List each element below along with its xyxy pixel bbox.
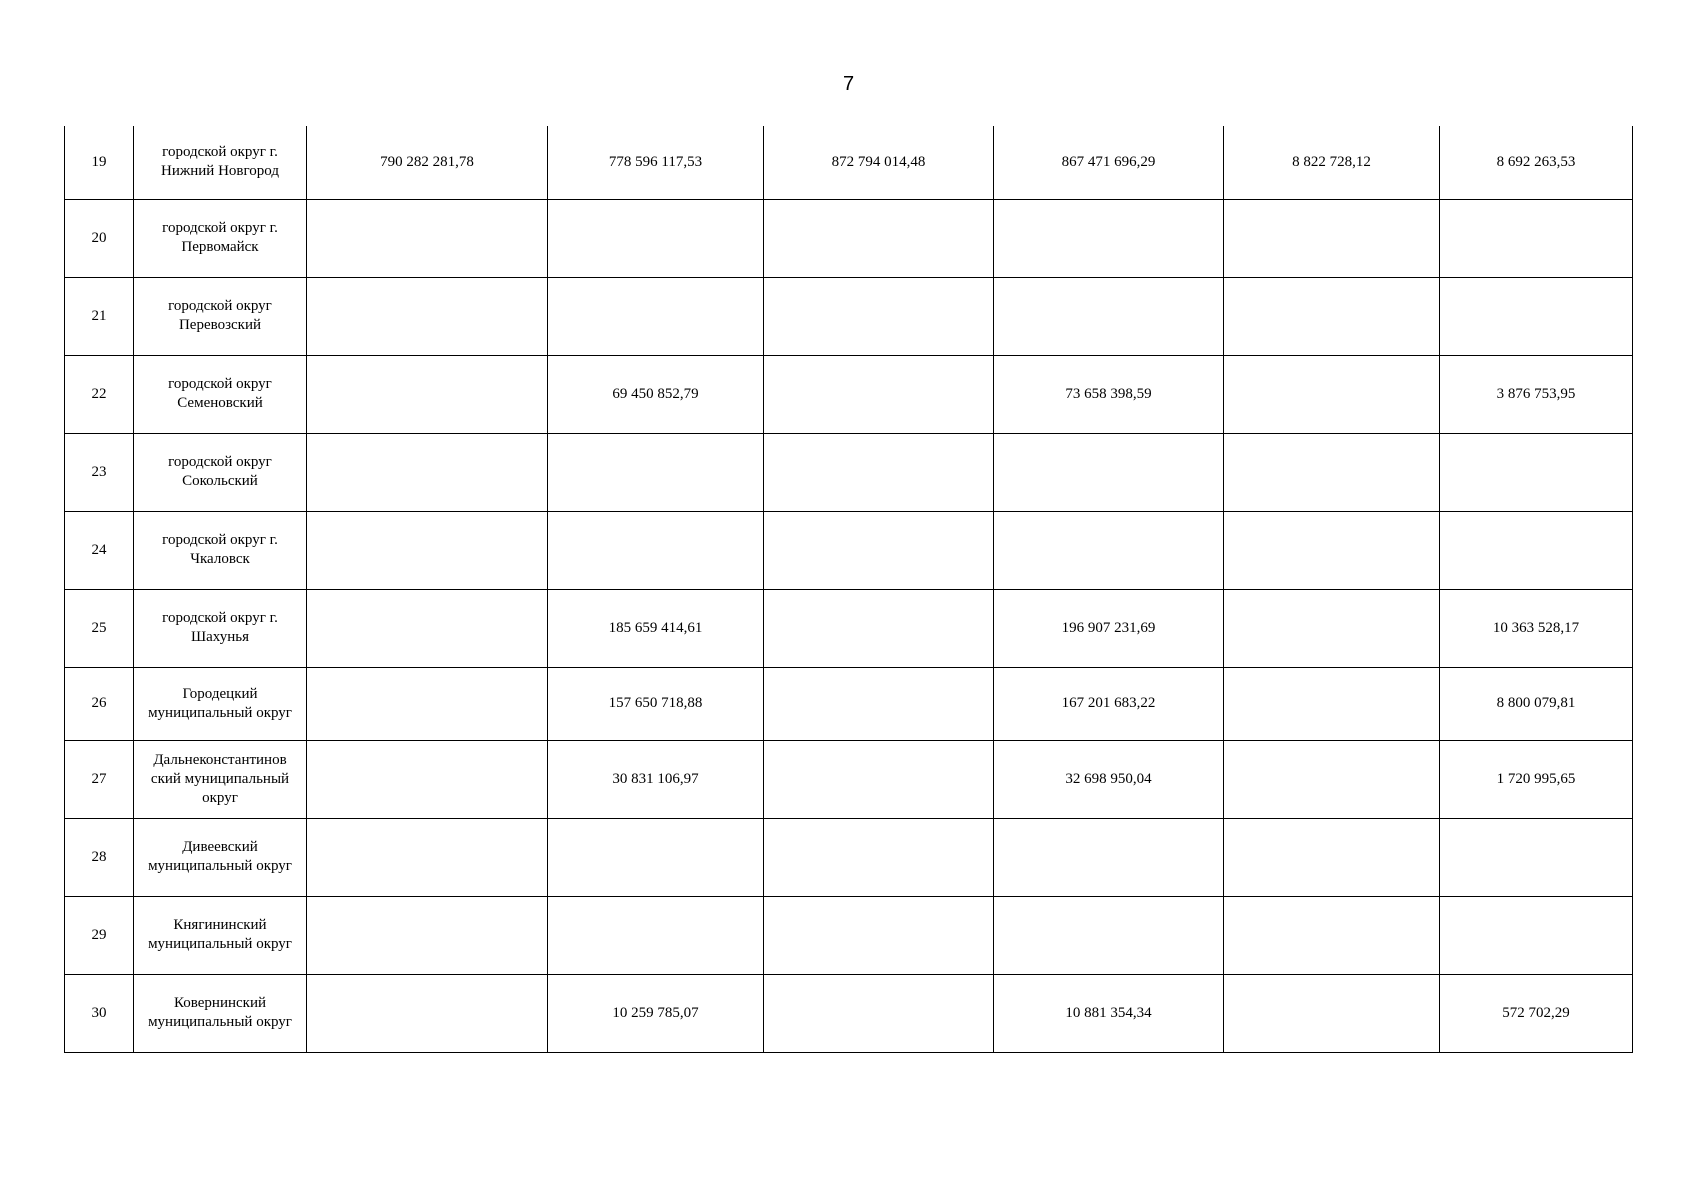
value-cell (764, 199, 994, 277)
value-cell (1440, 896, 1633, 974)
value-cell (1224, 974, 1440, 1052)
row-number: 25 (65, 589, 134, 667)
municipality-name: городской округ г. Чкаловск (134, 511, 307, 589)
row-number: 22 (65, 355, 134, 433)
value-cell (1224, 818, 1440, 896)
value-cell (548, 511, 764, 589)
municipality-name: городской округ Перевозский (134, 277, 307, 355)
row-number: 30 (65, 974, 134, 1052)
value-cell: 196 907 231,69 (994, 589, 1224, 667)
value-cell (1440, 818, 1633, 896)
value-cell: 572 702,29 (1440, 974, 1633, 1052)
value-cell (307, 589, 548, 667)
value-cell (307, 740, 548, 818)
municipality-name: Ковернинский муниципальный округ (134, 974, 307, 1052)
municipality-name: Городецкий муниципальный округ (134, 667, 307, 740)
value-cell: 8 692 263,53 (1440, 126, 1633, 199)
value-cell: 10 259 785,07 (548, 974, 764, 1052)
table-row (65, 126, 1633, 199)
page-number: 7 (842, 73, 855, 95)
table-row (65, 740, 1633, 818)
value-cell (994, 818, 1224, 896)
table-row (65, 818, 1633, 896)
value-cell: 8 800 079,81 (1440, 667, 1633, 740)
value-cell: 30 831 106,97 (548, 740, 764, 818)
municipality-name: Дальнеконстантинов ский муниципальный округ (134, 740, 307, 818)
value-cell (764, 896, 994, 974)
value-cell (1224, 589, 1440, 667)
value-cell (307, 511, 548, 589)
value-cell: 3 876 753,95 (1440, 355, 1633, 433)
value-cell: 185 659 414,61 (548, 589, 764, 667)
value-cell: 10 881 354,34 (994, 974, 1224, 1052)
value-cell (1440, 433, 1633, 511)
value-cell (764, 818, 994, 896)
row-number: 28 (65, 818, 134, 896)
value-cell (548, 199, 764, 277)
value-cell (548, 896, 764, 974)
table-row (65, 277, 1633, 355)
value-cell (307, 355, 548, 433)
table-row (65, 355, 1633, 433)
value-cell (307, 667, 548, 740)
value-cell (994, 896, 1224, 974)
value-cell (764, 740, 994, 818)
value-cell (764, 974, 994, 1052)
municipality-name: городской округ г. Шахунья (134, 589, 307, 667)
value-cell (548, 818, 764, 896)
municipality-name: городской округ Семеновский (134, 355, 307, 433)
value-cell (307, 818, 548, 896)
data-table (64, 126, 1633, 1053)
municipality-name: городской округ г. Первомайск (134, 199, 307, 277)
row-number: 27 (65, 740, 134, 818)
value-cell (307, 896, 548, 974)
value-cell (1440, 277, 1633, 355)
value-cell (764, 589, 994, 667)
row-number: 26 (65, 667, 134, 740)
value-cell (548, 277, 764, 355)
value-cell (994, 511, 1224, 589)
value-cell (1224, 355, 1440, 433)
row-number: 21 (65, 277, 134, 355)
row-number: 20 (65, 199, 134, 277)
table-row (65, 199, 1633, 277)
value-cell (307, 974, 548, 1052)
value-cell (764, 667, 994, 740)
value-cell (994, 199, 1224, 277)
value-cell (764, 355, 994, 433)
value-cell: 790 282 281,78 (307, 126, 548, 199)
row-number: 24 (65, 511, 134, 589)
value-cell: 10 363 528,17 (1440, 589, 1633, 667)
value-cell: 167 201 683,22 (994, 667, 1224, 740)
table-row (65, 667, 1633, 740)
table-row (65, 896, 1633, 974)
value-cell: 157 650 718,88 (548, 667, 764, 740)
value-cell (307, 199, 548, 277)
value-cell (307, 433, 548, 511)
value-cell (1224, 667, 1440, 740)
value-cell: 778 596 117,53 (548, 126, 764, 199)
table-row (65, 511, 1633, 589)
value-cell (1224, 199, 1440, 277)
value-cell: 73 658 398,59 (994, 355, 1224, 433)
value-cell (1224, 511, 1440, 589)
value-cell: 32 698 950,04 (994, 740, 1224, 818)
value-cell (1224, 896, 1440, 974)
row-number: 19 (65, 126, 134, 199)
municipality-name: городской округ г. Нижний Новгород (134, 126, 307, 199)
value-cell (1440, 199, 1633, 277)
value-cell (764, 277, 994, 355)
municipality-name: Княгининский муниципальный округ (134, 896, 307, 974)
value-cell (764, 511, 994, 589)
value-cell: 867 471 696,29 (994, 126, 1224, 199)
value-cell (1440, 511, 1633, 589)
value-cell: 69 450 852,79 (548, 355, 764, 433)
value-cell: 8 822 728,12 (1224, 126, 1440, 199)
municipality-name: Дивеевский муниципальный округ (134, 818, 307, 896)
value-cell (994, 433, 1224, 511)
row-number: 29 (65, 896, 134, 974)
value-cell (1224, 277, 1440, 355)
value-cell (1224, 433, 1440, 511)
value-cell (1224, 740, 1440, 818)
table-row (65, 974, 1633, 1052)
value-cell: 1 720 995,65 (1440, 740, 1633, 818)
table-row (65, 589, 1633, 667)
value-cell (764, 433, 994, 511)
value-cell (548, 433, 764, 511)
row-number: 23 (65, 433, 134, 511)
value-cell: 872 794 014,48 (764, 126, 994, 199)
municipality-name: городской округ Сокольский (134, 433, 307, 511)
value-cell (307, 277, 548, 355)
value-cell (994, 277, 1224, 355)
table-row (65, 433, 1633, 511)
